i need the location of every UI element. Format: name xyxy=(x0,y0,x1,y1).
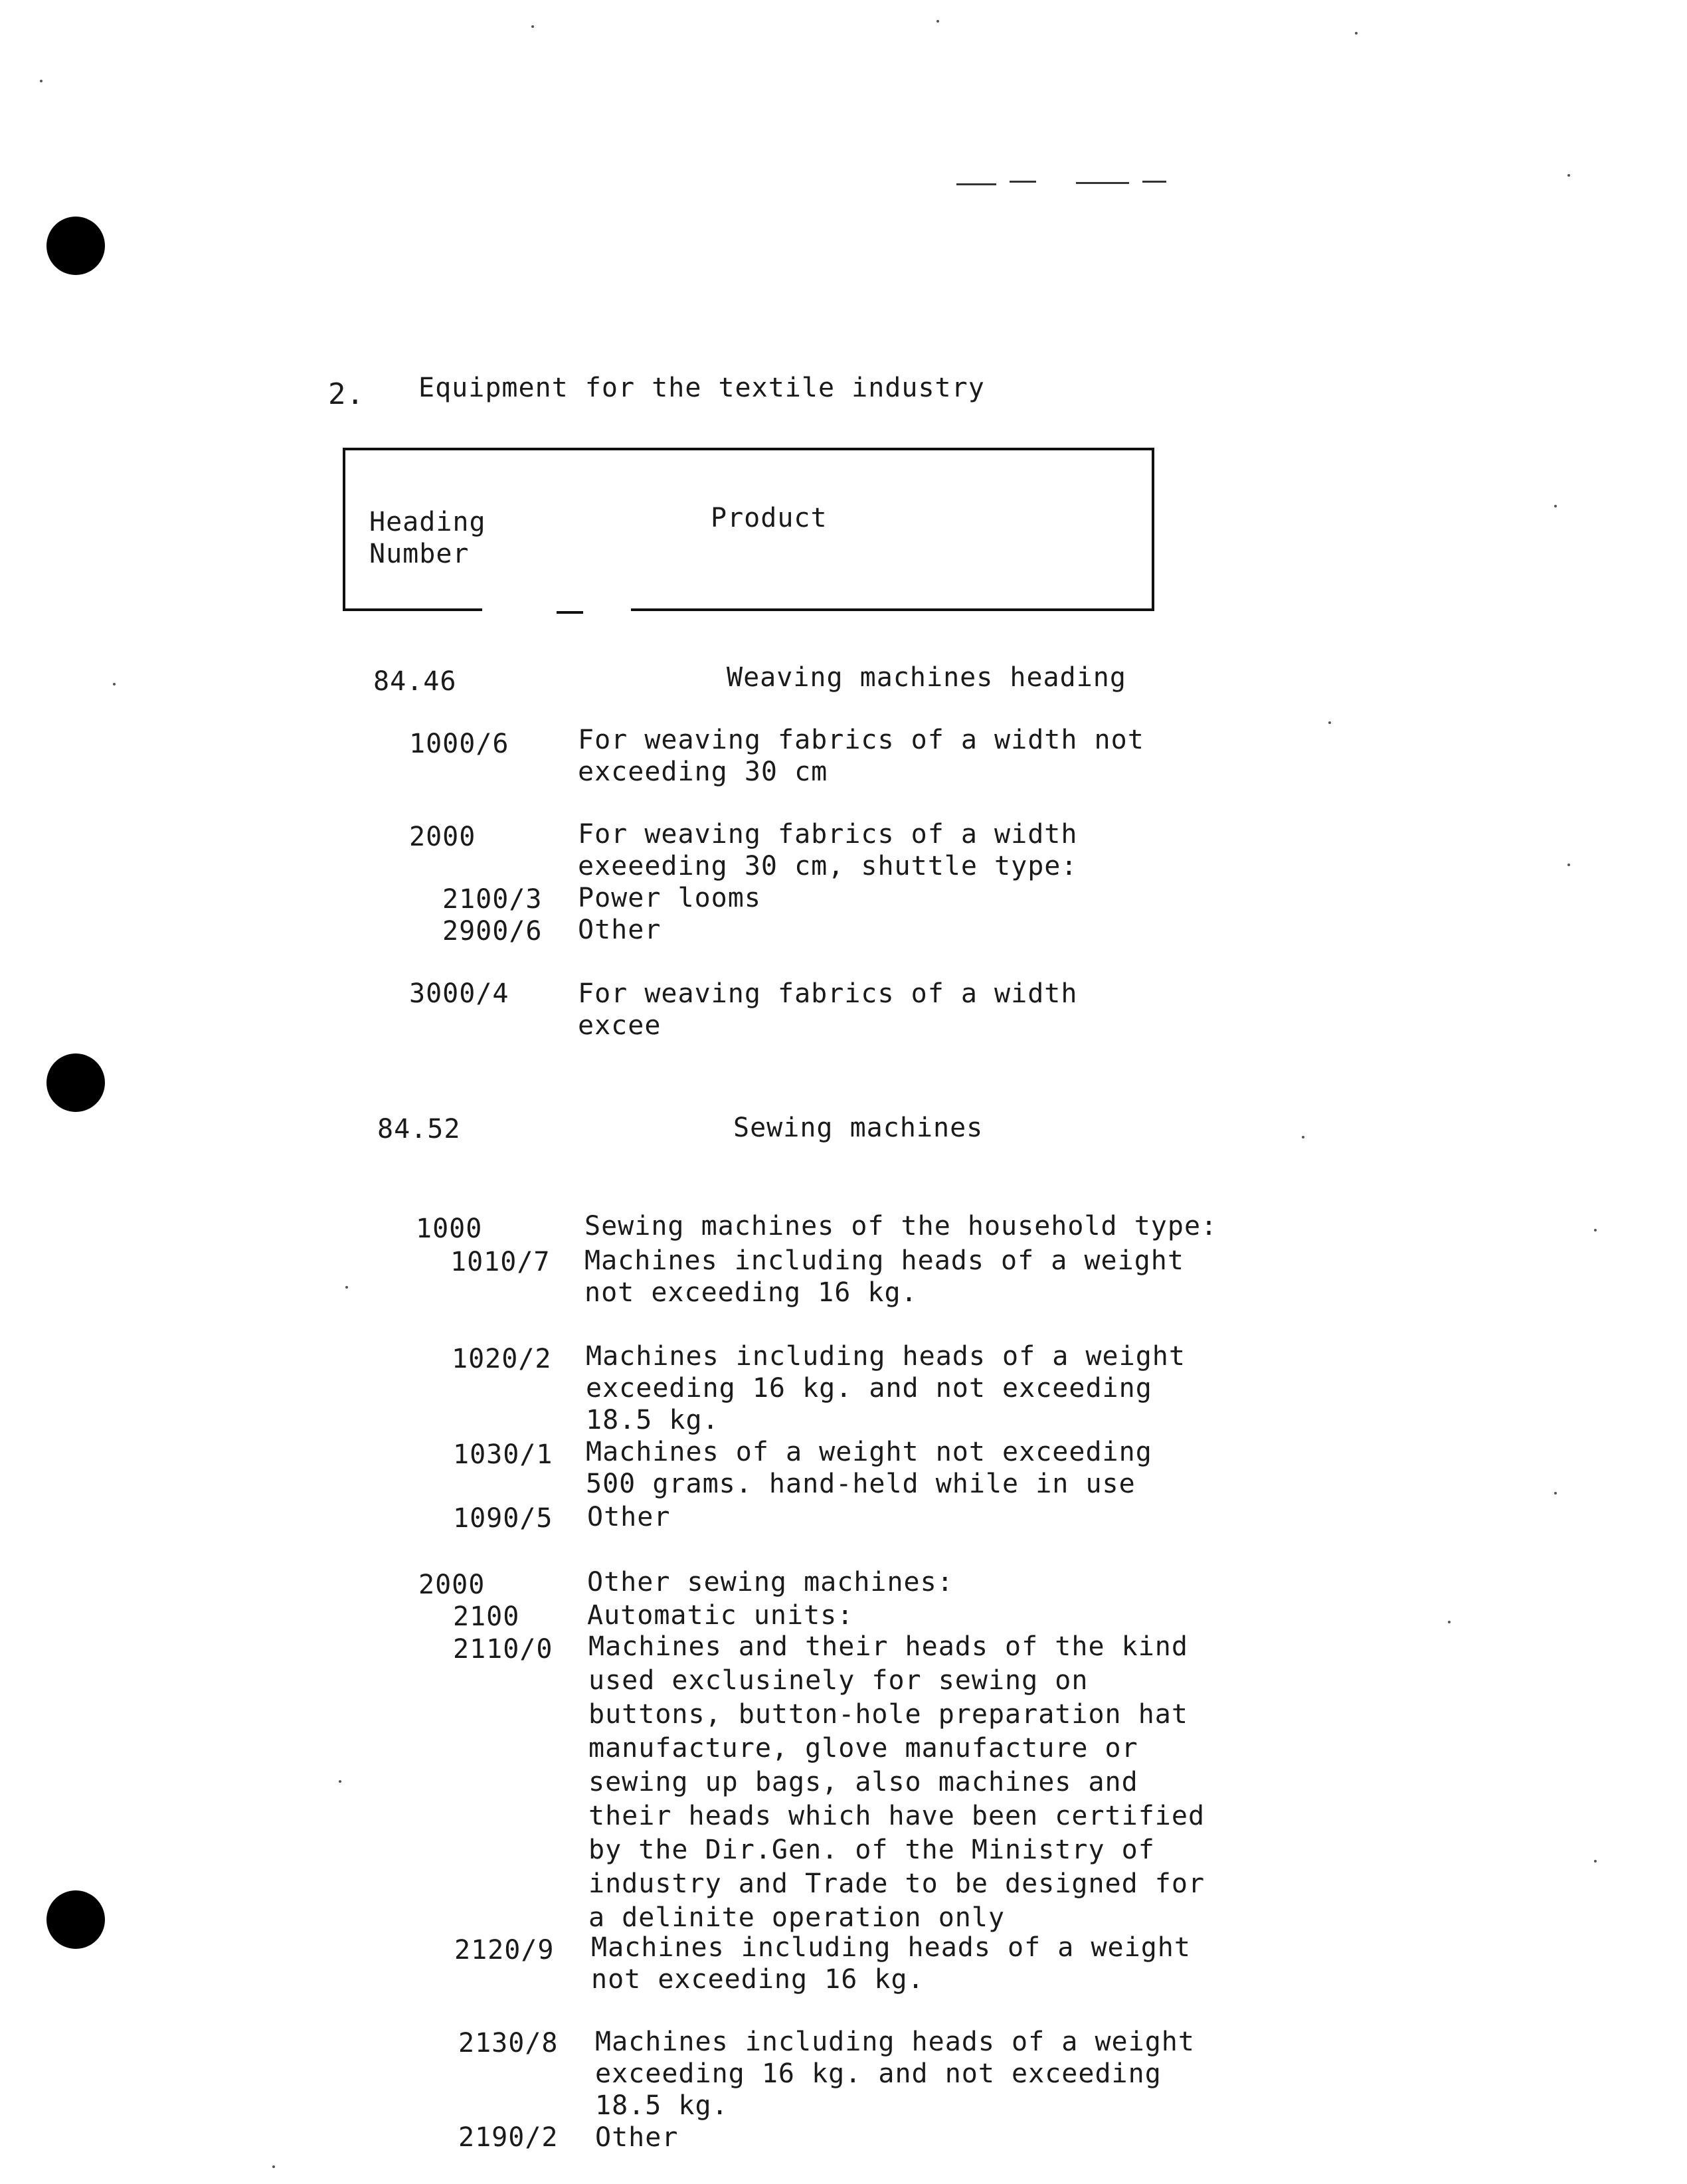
subheading-description: Automatic units: xyxy=(587,1600,854,1631)
scan-speck xyxy=(1554,1492,1557,1495)
scan-speck xyxy=(1594,1229,1597,1231)
subheading-code: 2900/6 xyxy=(442,916,543,947)
heading-title: Weaving machines heading xyxy=(727,662,1126,693)
scan-artifact xyxy=(956,183,996,185)
subheading-description: For weaving fabrics of a width exeeeding 30 cm, shuttle type: xyxy=(578,819,1078,881)
subheading-description: Machines including heads of a weight not exceeding 16 kg. xyxy=(591,1932,1191,1995)
box-bottom-border xyxy=(631,608,1154,611)
scan-speck xyxy=(1594,1860,1597,1863)
subheading-code: 2110/0 xyxy=(453,1634,553,1665)
box-bottom-border xyxy=(343,608,482,611)
scan-speck xyxy=(1302,1136,1304,1138)
subheading-code: 2130/8 xyxy=(458,2028,559,2058)
heading-number: 84.52 xyxy=(377,1114,461,1144)
subheading-description: Other xyxy=(587,1502,671,1532)
subheading-description: Machines of a weight not exceeding 500 grams. hand-held while in use xyxy=(586,1437,1152,1499)
box-left-border xyxy=(343,448,345,610)
subheading-description: Other sewing machines: xyxy=(587,1567,954,1597)
section-title: Equipment for the textile industry xyxy=(418,373,985,403)
punch-hole-middle xyxy=(46,1053,105,1112)
scan-speck xyxy=(113,683,116,685)
subheading-description: Machines including heads of a weight not exceeding 16 kg. xyxy=(584,1245,1184,1308)
subheading-code: 1090/5 xyxy=(453,1503,553,1534)
section-number: 2. xyxy=(328,377,365,411)
subheading-code: 1030/1 xyxy=(453,1439,553,1470)
subheading-code: 2000 xyxy=(409,822,476,852)
subheading-description: Machines including heads of a weight exceeding 16 kg. and not exceeding 18.5 kg. xyxy=(586,1341,1186,1435)
subheading-code: 2120/9 xyxy=(454,1935,555,1965)
punch-hole-bottom xyxy=(46,1890,105,1949)
subheading-description: Sewing machines of the household type: xyxy=(584,1211,1218,1241)
subheading-description: Other xyxy=(595,2122,679,2153)
subheading-code: 2100/3 xyxy=(442,884,543,915)
scan-speck xyxy=(1355,32,1358,35)
scan-speck xyxy=(1567,864,1570,866)
subheading-description: Machines including heads of a weight exceeding 16 kg. and not exceeding 18.5 kg. xyxy=(595,2027,1195,2121)
subheading-code: 1010/7 xyxy=(450,1247,551,1277)
scan-speck xyxy=(531,25,534,28)
scan-speck xyxy=(1567,174,1570,177)
heading-title: Sewing machines xyxy=(733,1113,984,1143)
subheading-code: 2190/2 xyxy=(458,2122,559,2153)
subheading-code: 3000/4 xyxy=(409,978,509,1009)
subheading-description: For weaving fabrics of a width excee xyxy=(578,978,1078,1041)
subheading-code: 1020/2 xyxy=(452,1344,552,1374)
scan-speck xyxy=(40,80,43,82)
scan-artifact xyxy=(1076,182,1129,184)
subheading-code: 1000/6 xyxy=(409,729,509,759)
subheading-code: 2000 xyxy=(418,1570,486,1600)
subheading-code: 2100 xyxy=(453,1601,520,1632)
scan-speck xyxy=(936,20,939,23)
scan-speck xyxy=(1554,505,1557,507)
table-header-box xyxy=(343,448,1154,611)
box-right-border xyxy=(1152,448,1154,611)
heading-number: 84.46 xyxy=(373,666,457,697)
heading-number-column-header: Heading Number xyxy=(369,507,486,569)
subheading-description: Power looms xyxy=(578,883,761,913)
subheading-description: Machines and their heads of the kind used exclusinely for sewing on buttons, button-hole preparation hat manufacture, glove manufacture or sewing up bags, also machines and their heads which have been certified by the Dir.Gen. of the Ministry of industry and Trade to be designed for a delinite operation only xyxy=(588,1631,1205,1933)
box-bottom-border xyxy=(557,611,583,614)
scan-speck xyxy=(1448,1621,1451,1623)
scan-speck xyxy=(345,1286,348,1289)
subheading-description: Other xyxy=(578,915,662,945)
scan-artifact xyxy=(1142,181,1166,183)
subheading-code: 1000 xyxy=(416,1214,483,1244)
scan-speck xyxy=(272,2165,275,2168)
box-top-border xyxy=(343,448,1154,450)
scan-artifact xyxy=(1010,181,1036,183)
punch-hole-top xyxy=(46,217,105,275)
product-column-header: Product xyxy=(711,503,828,533)
subheading-description: For weaving fabrics of a width not exceeding 30 cm xyxy=(578,725,1144,787)
scan-speck xyxy=(1328,721,1331,724)
scan-speck xyxy=(339,1780,341,1783)
